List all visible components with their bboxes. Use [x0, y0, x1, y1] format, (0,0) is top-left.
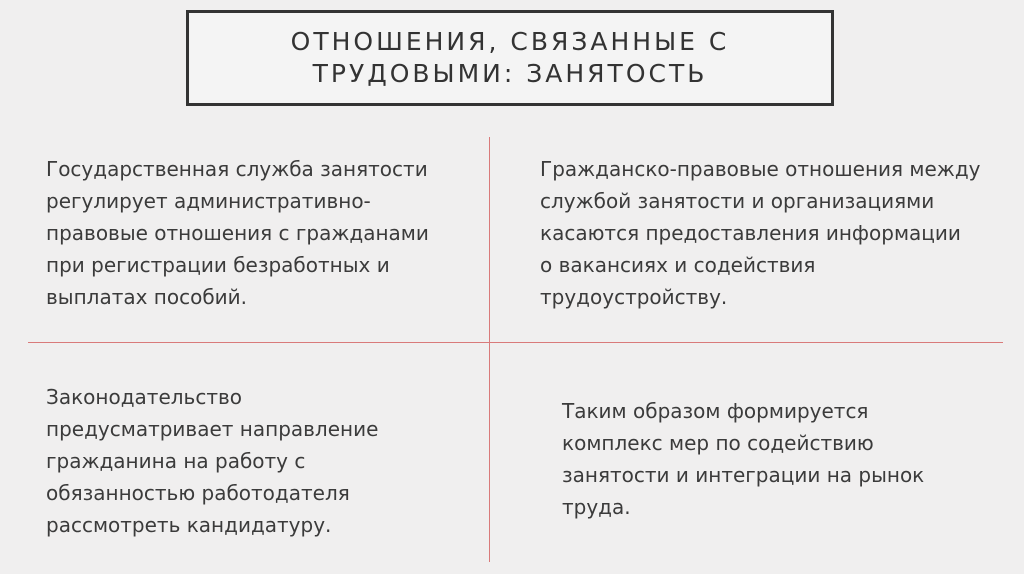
cell-top-left: Государственная служба занятости регулирует административно- правовые отношения с гражданами при регистрации безработных и выплатах пособий.	[46, 157, 429, 309]
cell-bottom-right: Таким образом формируется комплекс мер по содействию занятости и интеграции на рынок труда.	[562, 399, 925, 519]
slide-title: ОТНОШЕНИЯ, СВЯЗАННЫЕ С ТРУДОВЫМИ: ЗАНЯТОСТЬ	[290, 27, 730, 88]
vertical-divider	[489, 137, 490, 562]
cell-top-right: Гражданско-правовые отношения между службой занятости и организациями касаются предоставления информации о вакансиях и содействия трудоустройству.	[540, 157, 981, 309]
title-box	[186, 10, 834, 106]
cell-bottom-left: Законодательство предусматривает направление гражданина на работу с обязанностью работодателя рассмотреть кандидатуру.	[46, 385, 379, 537]
horizontal-divider	[28, 342, 1003, 343]
